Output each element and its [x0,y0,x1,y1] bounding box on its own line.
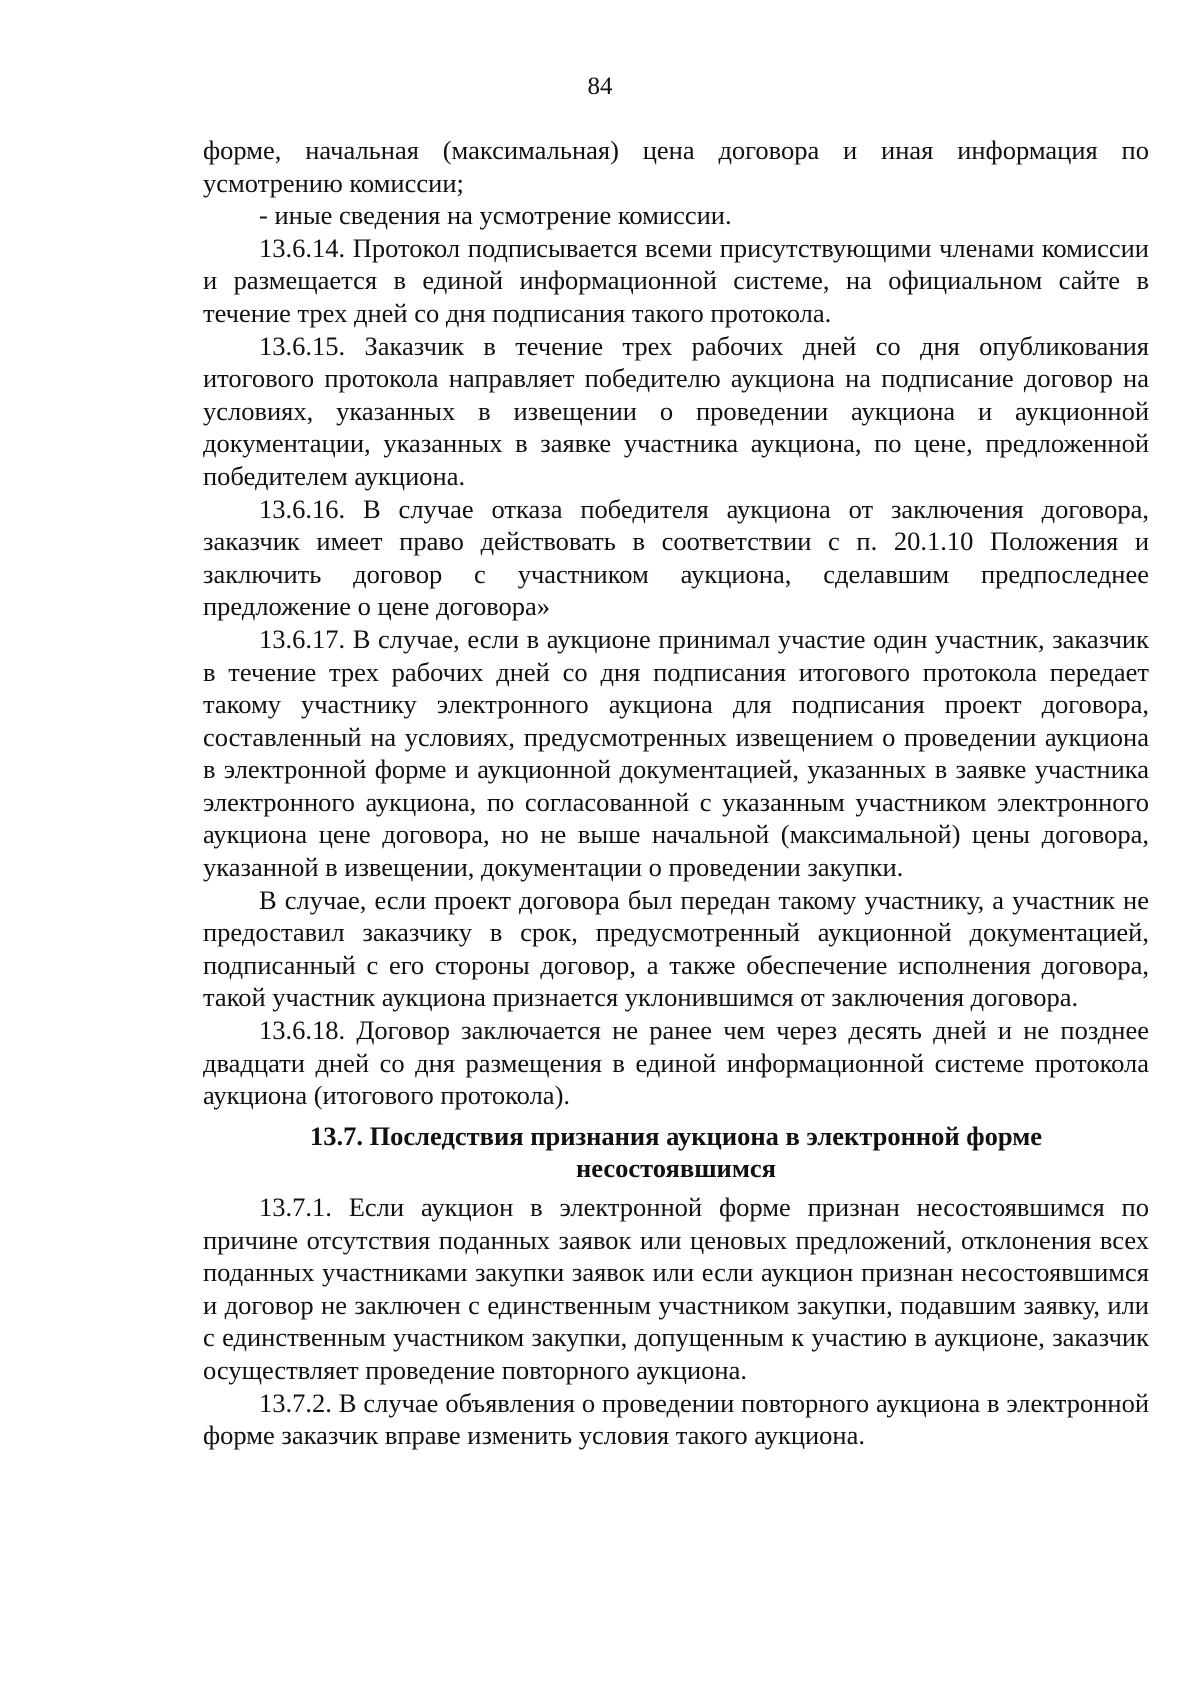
paragraph-13-7-1: 13.7.1. Если аукцион в электронной форме признан несостоявшимся по причине отсутствия поданных заявок или ценовых предложений, отклонения всех поданных участниками закупки заявок или если аукцион признан несостоявшимся и договор не заключен с единственным участником закупки, подавшим заявку, или с единственным участником закупки, допущенным к участию в аукционе, заказчик осуществляет проведение повторного аукциона. [203,1192,1149,1385]
document-body [203,134,1149,1452]
paragraph-continuation: форме, начальная (максимальная) цена договора и иная информация по усмотрению комиссии; [203,135,1149,198]
paragraph-13-6-16: 13.6.16. В случае отказа победителя аукциона от заключения договора, заказчик имеет право действовать в соответствии с п. 20.1.10 Положения и заключить договор с участником аукциона, сделавшим предпоследнее предложение о цене договора» [203,493,1149,622]
paragraph-13-6-15: 13.6.15. Заказчик в течение трех рабочих дней со дня опубликования итогового протокола направляет победителю аукциона на подписание договор на условиях, указанных в извещении о проведении аукциона и аукционной документации, указанных в заявке участника аукциона, по цене, предложенной победителем аукциона. [203,330,1149,491]
section-heading-13-7: 13.7. Последствия признания аукциона в электронной форме несостоявшимся [309,1120,1043,1184]
paragraph-13-6-14: 13.6.14. Протокол подписывается всеми присутствующими членами комиссии и размещается в единой информационной системе, на официальном сайте в течение трех дней со дня подписания такого протокола. [203,232,1149,328]
paragraph-13-6-18: 13.6.18. Договор заключается не ранее чем через десять дней и не позднее двадцати дней со дня размещения в единой информационной системе протокола аукциона (итогового протокола). [203,1015,1149,1111]
paragraph-13-6-17: 13.6.17. В случае, если в аукционе принимал участие один участник, заказчик в течение трех рабочих дней со дня подписания итогового протокола передает такому участнику электронного аукциона для подписания проект договора, составленный на условиях, предусмотренных извещением о проведении аукциона в электронной форме и аукционной документацией, указанных в заявке участника электронного аукциона, по согласованной с указанным участником электронного аукциона цене договора, но не выше начальной (максимальной) цены договора, указанной в извещении, документации о проведении закупки. [203,623,1149,883]
paragraph-evasion: В случае, если проект договора был передан такому участнику, а участник не предоставил заказчику в срок, предусмотренный аукционной документацией, подписанный с его стороны договор, а также обеспечение исполнения договора, такой участник аукциона признается уклонившимся от заключения договора. [203,884,1149,1013]
paragraph-13-7-2: 13.7.2. В случае объявления о проведении повторного аукциона в электронной форме заказчик вправе изменить условия такого аукциона. [203,1387,1149,1451]
page-number: 84 [587,73,613,100]
paragraph-other-info: - иные сведения на усмотрение комиссии. [259,200,732,231]
